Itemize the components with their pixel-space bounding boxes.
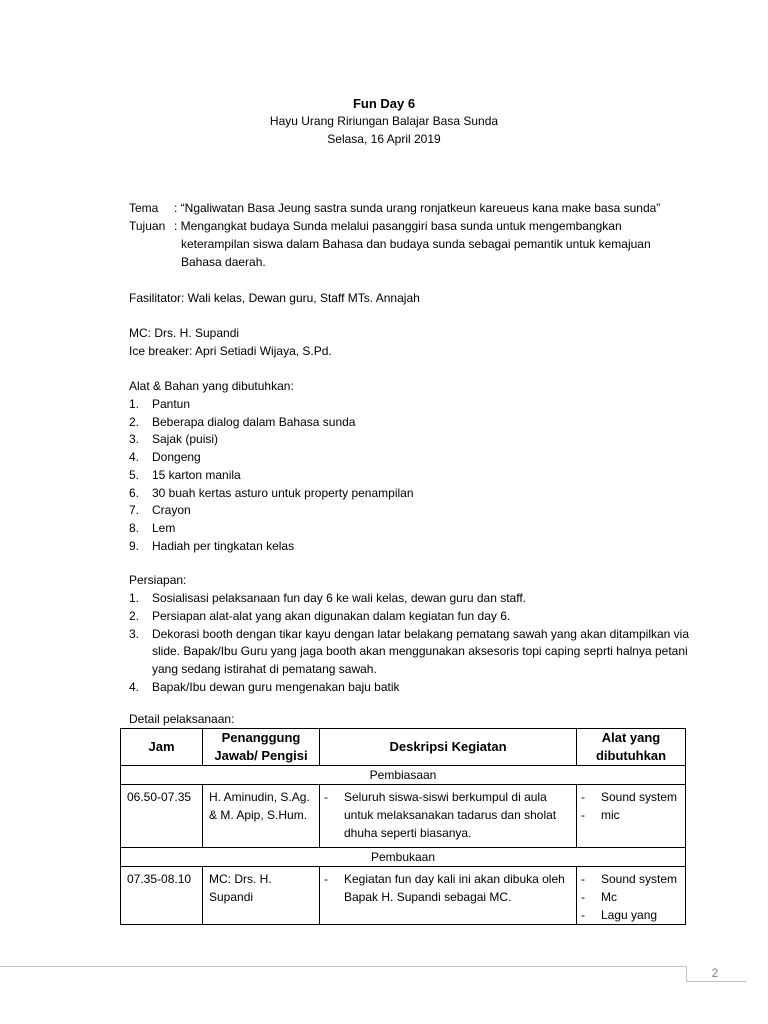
document-title: Fun Day 6: [352, 96, 416, 111]
pj-line: MC: Drs. H.: [209, 872, 272, 886]
list-item: Crayon: [152, 503, 191, 518]
col-header-penanggung-jawab: [203, 729, 320, 766]
list-item-number: 5.: [129, 467, 140, 482]
tujuan-text-line-2: keterampilan siswa dalam Bahasa dan budaya sunda sebagai pemantik untuk kemajuan: [181, 237, 651, 251]
list-item: Pantun: [152, 397, 191, 411]
col-header-alat: [577, 729, 686, 766]
desc-line: dhuha seperti biasanya.: [344, 826, 472, 840]
list-item: Sosialisasi pelaksanaan fun day 6 ke wali kelas, dewan guru dan staff.: [152, 591, 527, 605]
desc-line: untuk melaksanakan tadarus dan sholat: [344, 808, 557, 822]
jam-cell: 07.35-08.10: [127, 872, 192, 886]
list-item: yang sedang istirahat di pematang sawah.: [152, 662, 377, 677]
col-header-pj-line-2: Jawab/ Pengisi: [214, 748, 308, 763]
list-item: Hadiah per tingkatan kelas: [152, 538, 295, 553]
bullet-dash: -: [581, 890, 585, 904]
table-header-row: [121, 729, 686, 766]
list-item: Dongeng: [152, 450, 201, 465]
page-number: 2: [711, 966, 719, 980]
pj-line: Supandi: [209, 890, 254, 904]
persiapan-heading: Persiapan:: [129, 573, 187, 587]
desc-line: Seluruh siswa-siswi berkumpul di aula: [344, 790, 547, 804]
list-item: 30 buah kertas asturo untuk property penampilan: [152, 485, 414, 500]
list-item: Dekorasi booth dengan tikar kayu dengan latar belakang pematang sawah yang akan ditampilkan via: [152, 626, 690, 641]
tema-label: Tema: [129, 201, 159, 215]
tema-text: : “Ngaliwatan Basa Jeung sastra sunda urang ronjatkeun kareueus kana make basa sunda”: [174, 201, 661, 215]
list-item-number: 4.: [129, 450, 140, 465]
list-item-number: 3.: [129, 432, 140, 447]
list-item-number: 2.: [129, 414, 140, 429]
list-item: Lem: [152, 520, 176, 535]
bullet-dash: -: [324, 790, 328, 804]
section-title: Pembukaan: [121, 848, 686, 867]
document-subtitle: Hayu Urang Ririungan Balajar Basa Sunda: [269, 114, 499, 128]
section-row-pembukaan: [121, 848, 686, 867]
mc-text: MC: Drs. H. Supandi: [129, 326, 240, 340]
section-row-pembiasaan: [121, 766, 686, 785]
list-item: Sajak (puisi): [152, 432, 219, 447]
alat-heading: Alat & Bahan yang dibutuhkan:: [129, 379, 294, 393]
list-item: Persiapan alat-alat yang akan digunakan dalam kegiatan fun day 6.: [152, 608, 511, 623]
bullet-dash: -: [581, 808, 585, 822]
section-title: Pembiasaan: [121, 766, 686, 785]
list-item: 15 karton manila: [152, 467, 241, 482]
bullet-dash: -: [324, 872, 328, 886]
list-item-number: 4.: [129, 680, 140, 694]
tujuan-text-line-3: Bahasa daerah.: [181, 255, 266, 269]
list-item-number: 6.: [129, 485, 140, 500]
list-item-number: 1.: [129, 591, 140, 605]
jam-cell: 06.50-07.35: [127, 790, 192, 804]
list-item: Beberapa dialog dalam Bahasa sunda: [152, 414, 356, 429]
tujuan-label: Tujuan: [129, 219, 166, 233]
col-header-deskripsi: Deskripsi Kegiatan: [320, 729, 577, 766]
bullet-dash: -: [581, 872, 585, 886]
desc-line: Kegiatan fun day kali ini akan dibuka oleh: [344, 872, 565, 886]
alat-item: Lagu yang: [601, 908, 658, 922]
alat-item: Sound system: [601, 872, 678, 886]
icebreaker-text: Ice breaker: Apri Setiadi Wijaya, S.Pd.: [129, 344, 332, 358]
col-header-jam: Jam: [121, 729, 203, 766]
alat-item: Sound system: [601, 790, 678, 804]
list-item-number: 1.: [129, 397, 140, 411]
list-item-number: 7.: [129, 503, 140, 518]
alat-item: Mc: [601, 890, 617, 904]
list-item: slide. Bapak/Ibu Guru yang jaga booth akan menggunakan aksesoris topi caping seprti halnya petani: [152, 644, 688, 659]
footer-rule: [0, 966, 686, 967]
fasilitator-text: Fasilitator: Wali kelas, Dewan guru, Staff MTs. Annajah: [129, 291, 420, 305]
col-header-alat-line-2: dibutuhkan: [595, 748, 667, 763]
col-header-pj-line-1: Penanggung: [221, 730, 301, 745]
detail-table: [120, 728, 686, 925]
pj-line: & M. Apip, S.Hum.: [209, 808, 308, 822]
list-item-number: 9.: [129, 538, 140, 553]
list-item-number: 8.: [129, 520, 140, 535]
list-item: Bapak/Ibu dewan guru mengenakan baju batik: [152, 680, 400, 694]
detail-heading: Detail pelaksanaan:: [129, 712, 235, 726]
alat-item: mic: [601, 808, 620, 822]
table-row: [121, 785, 686, 848]
table-row: [121, 867, 686, 925]
list-item-number: 3.: [129, 626, 140, 641]
bullet-dash: -: [581, 790, 585, 804]
pj-line: H. Aminudin, S.Ag.: [209, 790, 310, 804]
desc-line: Bapak H. Supandi sebagai MC.: [344, 890, 512, 904]
list-item-number: 2.: [129, 608, 140, 623]
bullet-dash: -: [581, 908, 585, 922]
col-header-alat-line-1: Alat yang: [601, 730, 661, 745]
document-date: Selasa, 16 April 2019: [327, 132, 441, 146]
tujuan-text-line-1: : Mengangkat budaya Sunda melalui pasanggiri basa sunda untuk mengembangkan: [174, 219, 622, 233]
